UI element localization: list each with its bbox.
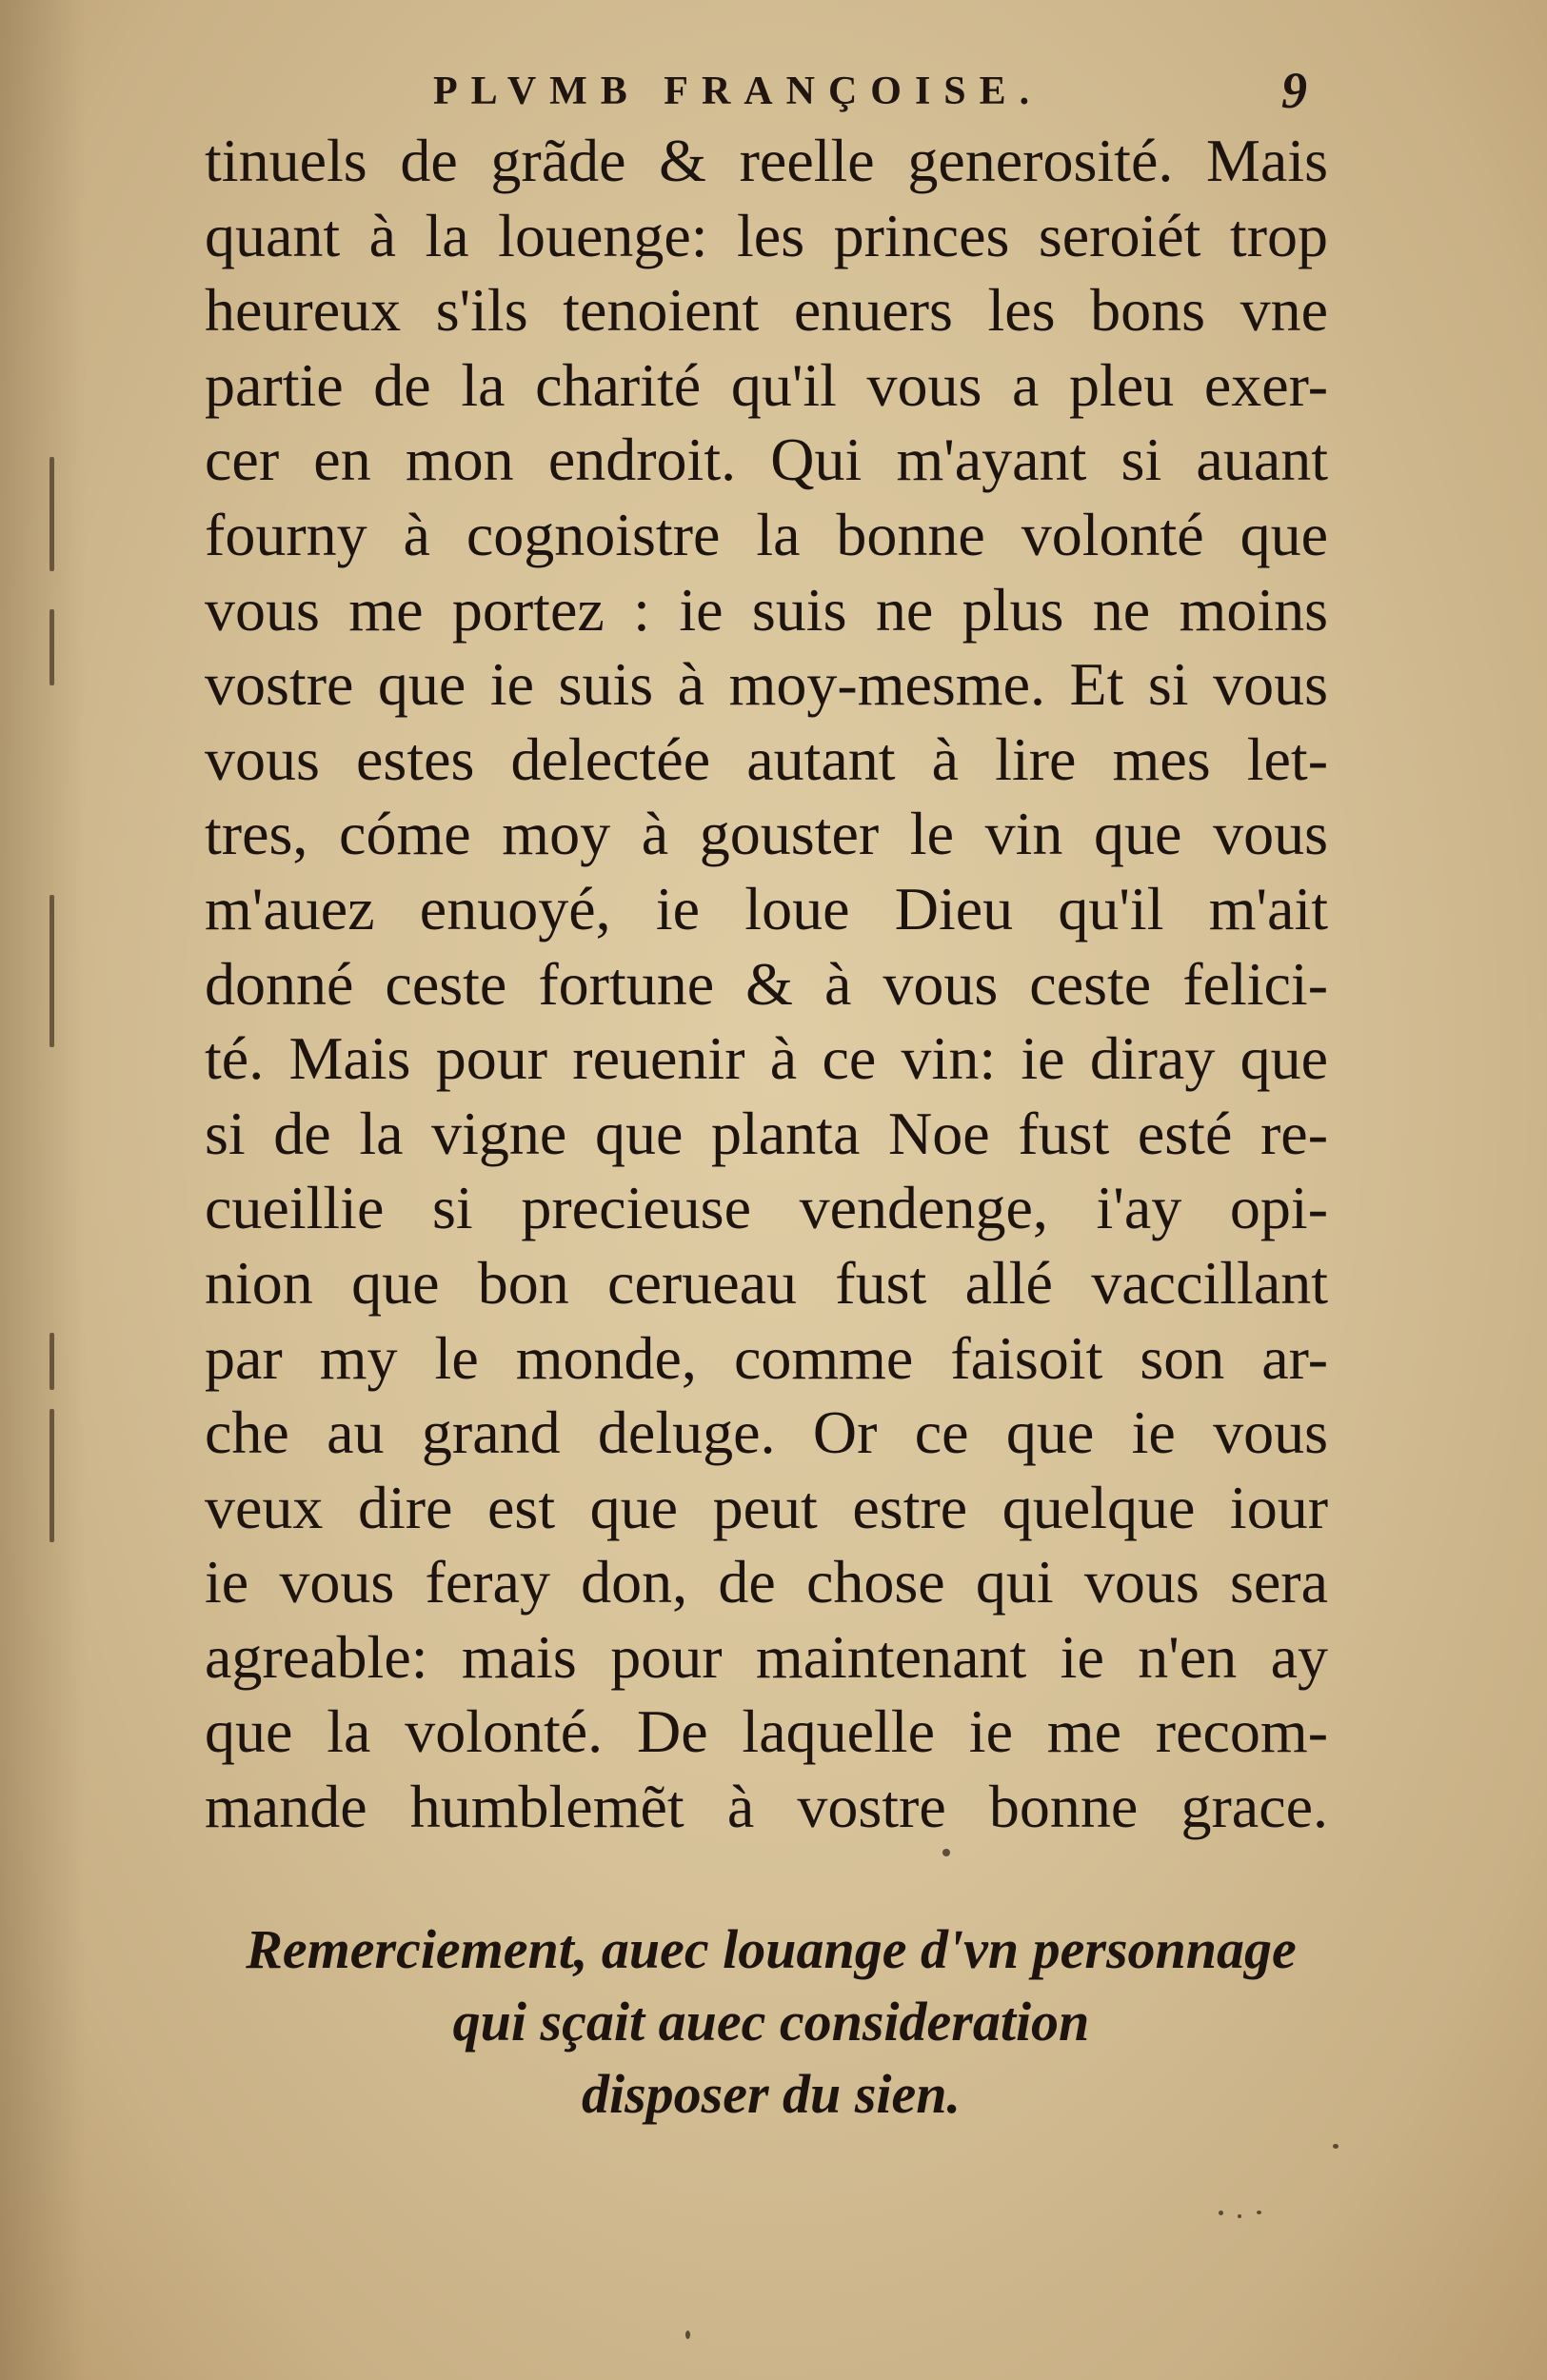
ink-speck (1333, 2144, 1339, 2149)
text-line: vous me portez : ie suis ne plus ne moins (205, 575, 1328, 644)
text-line: che au grand deluge. Or ce que ie vous (205, 1398, 1328, 1467)
text-line: si de la vigne que planta Noe fust esté re- (205, 1099, 1328, 1167)
text-line: tinuels de grãde & reelle generosité. Mais (205, 127, 1328, 194)
text-line: veux dire est que peut estre quelque iour (205, 1473, 1328, 1541)
section-heading (171, 1914, 1371, 2131)
text-line: donné ceste fortune & à vous ceste felici- (205, 949, 1328, 1018)
text-line: nion que bon cerueau fust allé vaccillant (205, 1248, 1328, 1317)
text-line: heureux s'ils tenoient enuers les bons vne (205, 276, 1328, 345)
text-line: té. Mais pour reuenir à ce vin: ie diray que (205, 1024, 1328, 1093)
text-line: mande humblemẽt à vostre bonne grace. (205, 1773, 1328, 1841)
text-line: tres, cóme moy à gouster le vin que vous (205, 800, 1328, 868)
text-line: ie vous feray don, de chose qui vous sera (205, 1548, 1328, 1616)
heading-line: disposer du sien. (581, 2063, 961, 2125)
text-line: cueillie si precieuse vendenge, i'ay opi- (205, 1174, 1328, 1242)
page-number: 9 (1281, 62, 1307, 119)
text-line: vostre que ie suis à moy-mesme. Et si vous (205, 650, 1328, 719)
ink-speck (1238, 2214, 1241, 2218)
text-line: que la volonté. De laquelle ie me recom- (205, 1697, 1328, 1766)
body-text (205, 124, 1328, 1845)
text-line: quant à la louenge: les princes seroiét trop (205, 201, 1328, 269)
edge-mark (50, 1333, 54, 1390)
text-line: fourny à cognoistre la bonne volonté que (205, 500, 1328, 568)
edge-mark (50, 457, 54, 571)
ink-speck (1219, 2211, 1223, 2215)
text-line: m'auez enuoyé, ie loue Dieu qu'il m'ait (205, 874, 1328, 942)
text-line: partie de la charité qu'il vous a pleu exer- (205, 350, 1328, 419)
text-line: par my le monde, comme faisoit son ar- (205, 1323, 1328, 1392)
edge-mark (50, 895, 54, 1047)
running-head: PLVMB FRANÇOISE. (433, 69, 1043, 113)
edge-mark (50, 609, 54, 685)
gutter-shadow (0, 0, 86, 2380)
edge-mark (50, 1409, 54, 1542)
text-line: agreable: mais pour maintenant ie n'en ay (205, 1622, 1328, 1691)
ink-speck (685, 2330, 690, 2339)
text-line: cer en mon endroit. Qui m'ayant si auant (205, 426, 1328, 494)
heading-line: Remerciement, auec louange d'vn personnage (246, 1918, 1297, 1980)
heading-line: qui sçait auec consideration (452, 1991, 1090, 2053)
ink-speck (1257, 2211, 1261, 2214)
ink-speck (942, 1849, 950, 1856)
text-line: vous estes delectée autant à lire mes let- (205, 724, 1328, 793)
